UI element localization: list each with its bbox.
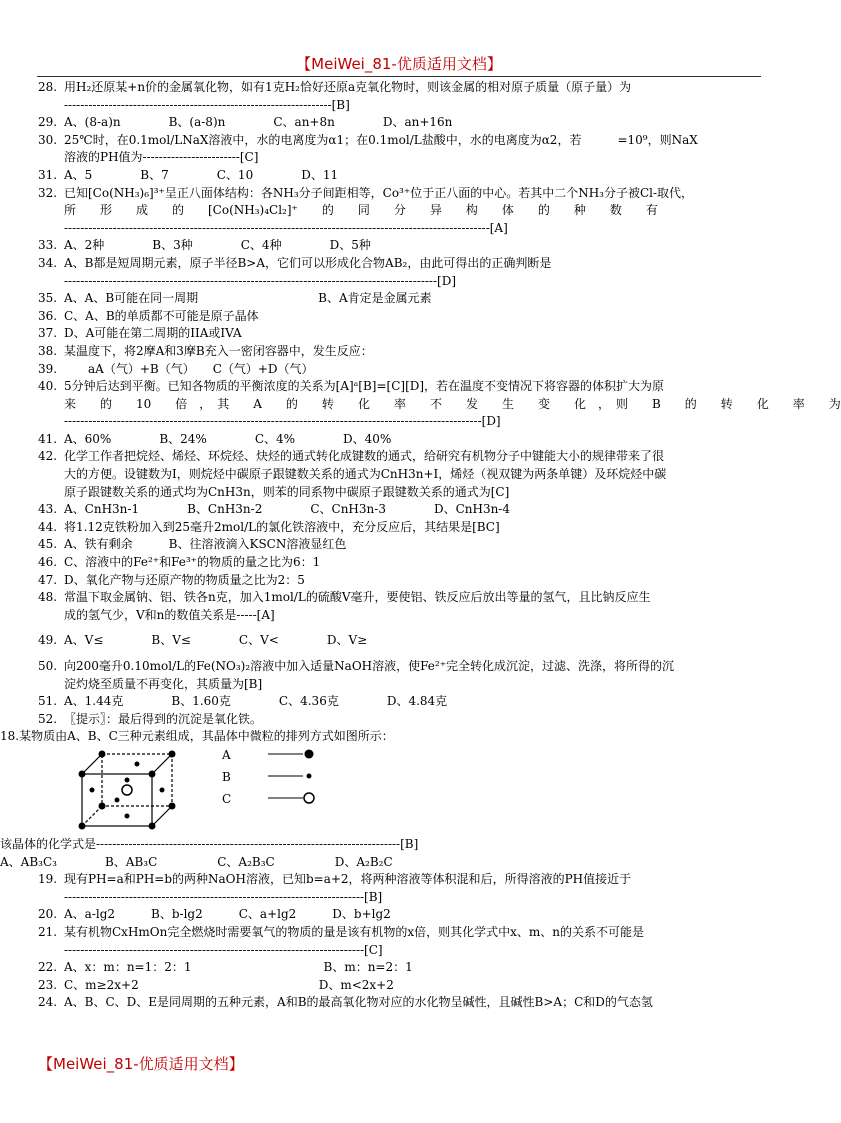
text-line <box>38 942 762 960</box>
question-number <box>38 202 64 220</box>
question-number: 21. <box>38 924 58 939</box>
text-line <box>38 871 762 889</box>
text-line <box>38 676 762 694</box>
crystal-figure <box>38 746 762 836</box>
line-text: 〖提示〗：最后得到的沉淀是氧化铁。 <box>64 711 263 726</box>
text-line <box>38 413 762 431</box>
text-line <box>0 836 762 854</box>
text-line <box>38 466 762 484</box>
line-text: 已知[Co(NH₃)₆]³⁺呈正八面体结构：各NH₃分子间距相等，Co³⁺位于正八面的中心。若其中二个NH₃分子被Cl-取代， <box>64 185 694 200</box>
line-text: -------------------------------------------------------------------------------------------------------[D] <box>64 414 501 429</box>
text-line <box>38 977 762 995</box>
text-line <box>38 237 762 255</box>
text-line <box>38 632 762 650</box>
text-line <box>38 255 762 273</box>
line-text: A、CnH3n-1 B、CnH3n-2 C、CnH3n-3 D、CnH3n-4 <box>64 502 510 517</box>
question-number: 29. <box>38 115 58 130</box>
text-line <box>38 693 762 711</box>
question-number: 31. <box>38 167 58 182</box>
question-number <box>38 607 64 625</box>
question-number <box>38 273 64 291</box>
line-text: 向200毫升0.10mol/L的Fe(NO₃)₂溶液中加入适量NaOH溶液，使Fe²⁺完全转化成沉淀，过滤、洗涤，将所得的沉 <box>64 659 675 673</box>
line-text: C、m≥2x+2 D、m<2x+2 <box>64 977 394 992</box>
line-text: A、5 B、7 C、10 D、11 <box>64 167 339 182</box>
text-line <box>38 202 762 220</box>
line-text: --------------------------------------------------------------------------[C] <box>64 942 383 957</box>
text-line <box>38 308 762 326</box>
page-footer: 【MeiWei_81-优质适用文档】 <box>38 1055 244 1073</box>
line-text: A、B、C、D、E是同周期的五种元素，A和B的最高氧化物对应的水化物呈碱性，且碱性B>A；C和D的气态氢 <box>64 995 653 1010</box>
line-text: 所 形 成 的 [Co(NH₃)₄Cl₂]⁺ 的 同 分 异 构 体 的 种 数 有 <box>64 203 658 218</box>
question-number: 44. <box>38 519 58 534</box>
question-number: 50. <box>38 659 58 673</box>
text-line <box>38 114 762 132</box>
question-number: 23. <box>38 977 58 992</box>
line-text: 某有机物CxHmOn完全燃烧时需要氧气的物质的量是该有机物的x倍，则其化学式中x、m、n的关系不可能是 <box>64 924 645 939</box>
line-text: A、(8-a)n B、(a-8)n C、an+8n D、an+16n <box>64 115 453 130</box>
line-text: 现有PH=a和PH=b的两种NaOH溶液，已知b=a+2，将两种溶液等体积混和后，所得溶液的PH值接近于 <box>64 872 632 887</box>
text-line <box>38 554 762 572</box>
question-number: 33. <box>38 238 58 253</box>
question-number <box>38 484 64 502</box>
text-line <box>38 361 762 379</box>
legend-b: B <box>222 769 231 784</box>
line-text: A、2种 B、3种 C、4种 D、5种 <box>64 238 371 253</box>
text-line <box>38 536 762 554</box>
question-number <box>38 466 64 484</box>
question-number: 52. <box>38 711 58 726</box>
question-number: 47. <box>38 572 58 587</box>
question-number: 35. <box>38 291 58 306</box>
question-number: 40. <box>38 379 58 394</box>
line-text: 成的氢气少，V和n的数值关系是-----[A] <box>64 607 275 622</box>
line-text: D、氧化产物与还原产物的物质量之比为2：5 <box>64 572 305 587</box>
text-line <box>38 325 762 343</box>
line-text: A、x：m：n=1：2：1 B、m：n=2：1 <box>64 960 413 975</box>
line-text: ------------------------------------------------------------------[B] <box>64 97 350 112</box>
line-text: 5分钟后达到平衡。已知各物质的平衡浓度的关系为[A]ᵃ[B]=[C][D]，若在温度不变情况下将容器的体积扩大为原 <box>64 379 665 394</box>
text-line <box>38 378 762 396</box>
text-line <box>38 994 762 1012</box>
text-line <box>38 132 762 150</box>
line-text: 化学工作者把烷烃、烯烃、环烷烃、炔烃的通式转化成键数的通式，给研究有机物分子中键能大小的规律带来了很 <box>64 449 665 464</box>
line-text: A、铁有剩余 B、往溶液滴入KSCN溶液显红色 <box>64 537 347 552</box>
line-text: 18.某物质由A、B、C三种元素组成，其晶体中微粒的排列方式如图所示： <box>0 729 394 744</box>
question-number: 34. <box>38 255 58 270</box>
question-number: 37. <box>38 326 58 341</box>
header-rule <box>37 76 761 77</box>
question-number <box>38 413 64 431</box>
question-number <box>38 220 64 238</box>
page-header: 【MeiWei_81-优质适用文档】 <box>296 55 502 73</box>
text-line <box>38 273 762 291</box>
question-number: 22. <box>38 960 58 975</box>
text-line <box>38 589 762 607</box>
line-text: C、溶液中的Fe²⁺和Fe³⁺的物质的量之比为6：1 <box>64 555 321 570</box>
line-text: A、AB₃C₃ B、AB₃C C、A₂B₃C D、A₂B₂C <box>0 854 393 869</box>
document-body <box>0 79 841 1012</box>
text-line <box>38 959 762 977</box>
text-line <box>38 889 762 907</box>
line-text: --------------------------------------------------------------------------[B] <box>64 889 383 904</box>
line-text: 25℃时，在0.1mol/LNaX溶液中，水的电离度为α1；在0.1mol/L盐酸中，水的电离度为α2，若 =10⁹，则NaX <box>64 132 698 147</box>
line-text: A、B都是短周期元素，原子半径B>A，它们可以形成化合物AB₂，由此可得出的正确判断是 <box>64 255 552 270</box>
line-text: aA（气）+B（气） C（气）+D（气） <box>64 361 314 376</box>
text-line <box>38 924 762 942</box>
question-number: 45. <box>38 537 58 552</box>
legend-a: A <box>222 747 231 762</box>
line-text: 常温下取金属钠、铝、铁各n克，加入1mol/L的硫酸V毫升，要使铝、铁反应后放出等量的氢气，且比钠反应生 <box>64 590 651 605</box>
line-text: A、a-lg2 B、b-lg2 C、a+lg2 D、b+lg2 <box>64 907 391 922</box>
text-line <box>38 906 762 924</box>
text-line <box>38 97 762 115</box>
line-text: A、V≤ B、V≤ C、V< D、V≥ <box>64 633 368 648</box>
line-text: 来 的 10 倍 ， 其 A 的 转 化 率 不 发 生 变 化 ， 则 B 的 转 化 率 为 <box>64 396 841 411</box>
text-line <box>38 501 762 519</box>
text-line <box>38 149 762 167</box>
question-number: 19. <box>38 872 58 887</box>
question-number: 20. <box>38 907 58 922</box>
question-number: 36. <box>38 308 58 323</box>
text-line <box>38 572 762 590</box>
question-number <box>38 942 64 960</box>
legend-c: C <box>222 791 232 806</box>
text-line <box>38 484 762 502</box>
question-number <box>38 97 64 115</box>
line-text: D、A可能在第二周期的IIA或IVA <box>64 326 242 341</box>
question-number: 39. <box>38 361 58 376</box>
line-text: 淀灼烧至质量不再变化，其质量为[B] <box>64 676 263 691</box>
text-line <box>38 658 762 676</box>
text-line <box>38 431 762 449</box>
line-text: 该晶体的化学式是---------------------------------------------------------------------------[B] <box>0 836 419 851</box>
text-line <box>38 396 841 414</box>
line-text: 大的方便。设键数为I，则烷烃中碳原子跟键数关系的通式为CnH3n+I，烯烃（视双键为两条单键）及环烷烃中碳 <box>64 467 667 482</box>
question-number: 46. <box>38 555 58 570</box>
line-text: 某温度下，将2摩A和3摩B充入一密闭容器中，发生反应： <box>64 343 373 358</box>
line-text: ---------------------------------------------------------------------------------------------------------[A] <box>64 220 508 235</box>
line-text: 原子跟键数关系的通式均为CnH3n，则苯的同系物中碳原子跟键数关系的通式为[C] <box>64 484 510 499</box>
line-text: A、60% B、24% C、4% D、40% <box>64 431 392 446</box>
question-number: 38. <box>38 343 58 358</box>
question-number: 42. <box>38 449 58 464</box>
text-line <box>38 448 762 466</box>
text-line <box>38 220 762 238</box>
text-line <box>38 711 762 729</box>
text-line <box>38 185 762 203</box>
question-number: 41. <box>38 431 58 446</box>
question-number <box>38 149 64 167</box>
line-text: 将1.12克铁粉加入到25毫升2mol/L的氯化铁溶液中，充分反应后，其结果是[BC] <box>64 519 500 534</box>
text-line <box>38 607 762 625</box>
line-text: --------------------------------------------------------------------------------------------[D] <box>64 273 457 288</box>
question-number: 24. <box>38 995 58 1010</box>
text-line <box>0 728 762 746</box>
question-number: 28. <box>38 80 58 94</box>
text-line <box>38 519 762 537</box>
line-text: C、A、B的单质都不可能是原子晶体 <box>64 308 259 323</box>
text-line <box>0 854 762 872</box>
question-number <box>38 889 64 907</box>
question-number: 30. <box>38 132 58 147</box>
line-text: A、A、B可能在同一周期 B、A肯定是金属元素 <box>64 291 432 306</box>
question-number <box>38 676 64 694</box>
question-number: 48. <box>38 590 58 605</box>
question-number: 49. <box>38 633 58 648</box>
text-line <box>38 167 762 185</box>
crystal-cell-diagram <box>68 746 328 836</box>
text-line <box>38 79 762 97</box>
line-text: 用H₂还原某+n价的金属氧化物，如有1克H₂恰好还原a克氧化物时，则该金属的相对原子质量（原子量）为 <box>64 80 632 94</box>
text-line <box>38 290 762 308</box>
line-text: 溶液的PH值为------------------------[C] <box>64 150 259 165</box>
text-line <box>38 343 762 361</box>
line-text: A、1.44克 B、1.60克 C、4.36克 D、4.84克 <box>64 694 448 709</box>
question-number: 51. <box>38 694 58 709</box>
question-number <box>38 396 64 414</box>
question-number: 43. <box>38 502 58 517</box>
question-number: 32. <box>38 185 58 200</box>
